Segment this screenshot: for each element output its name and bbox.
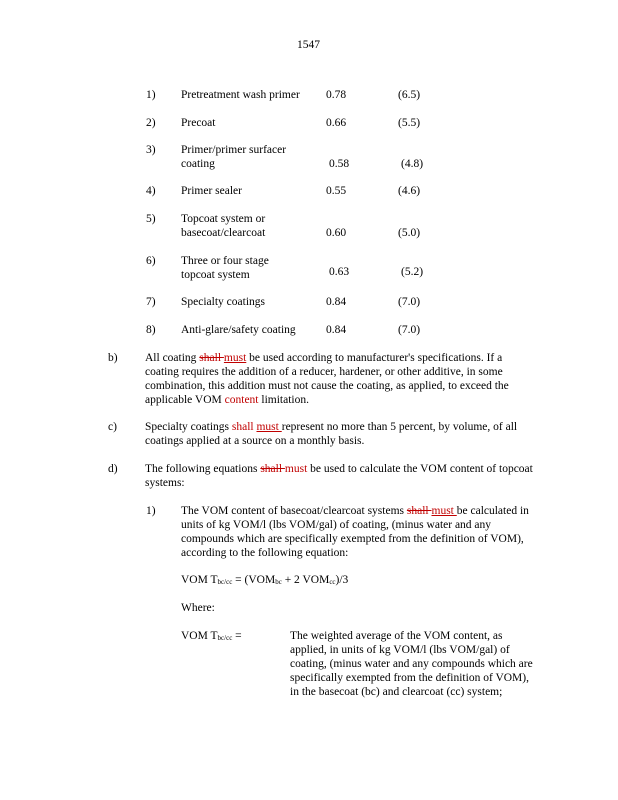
definition-text: The weighted average of the VOM content, as applied, in units of kg VOM/l (lbs VOM/gal) of coating, (minus water and any compounds which are specifically exempted from the definition of VOM), in the basecoat (bc) and clearcoat (cc) system; [290, 630, 533, 698]
row-number: 5) [146, 213, 156, 225]
deleted-text: shall [199, 352, 224, 364]
lbs-value: (5.5) [398, 117, 421, 129]
lbs-value: (5.2) [401, 266, 424, 278]
kg-value: 0.58 [329, 158, 350, 170]
coating-label: Three or four stage [181, 255, 269, 267]
para-d1-label: 1) [146, 505, 156, 517]
coating-label-line2: basecoat/clearcoat [181, 227, 266, 239]
lbs-value: (7.0) [398, 324, 421, 336]
kg-value: 0.84 [326, 324, 347, 336]
para-c-text: Specialty coatings shall must represent no more than 5 percent, by volume, of all coatings applied at a source on a monthly basis. [145, 421, 518, 447]
row-number: 4) [146, 185, 156, 197]
kg-value: 0.63 [329, 266, 350, 278]
inserted-text: must [284, 463, 308, 475]
equation: VOM $T_{bc/cc} = (VOM_{bc} + 2$ $VOM_{cc})/3$ [181, 574, 349, 586]
coating-label: Primer/primer surfacer [181, 144, 287, 156]
row-number: 7) [146, 296, 156, 308]
kg-value: 0.66 [326, 117, 347, 129]
row-number: 1) [146, 89, 156, 101]
coating-label-line2: coating [181, 158, 215, 170]
inserted-text: must [431, 505, 457, 517]
para-d-text: The following equations shall must be used to calculate the VOM content of topcoat systems: [145, 463, 533, 489]
lbs-value: (6.5) [398, 89, 421, 101]
page-number: 1547 [297, 39, 320, 51]
lbs-value: (7.0) [398, 296, 421, 308]
para-d1-text: The VOM content of basecoat/clearcoat systems shall must be calculated in units of kg VOM/l (lbs VOM/gal) of coating, (minus water and any compounds which are specifically exempted from the definition of VOM), according to the following equation: [181, 505, 529, 559]
coating-label-line2: topcoat system [181, 269, 250, 281]
kg-value: 0.55 [326, 185, 347, 197]
where-label: Where: [181, 602, 215, 614]
coating-label: Primer sealer [181, 185, 242, 197]
coating-label: Specialty coatings [181, 296, 265, 308]
lbs-value: (5.0) [398, 227, 421, 239]
inserted-text: must [223, 352, 247, 364]
row-number: 8) [146, 324, 156, 336]
kg-value: 0.60 [326, 227, 347, 239]
para-b-text: All coating shall must be used according to manufacturer's specifications. If a coating requires the addition of a reducer, hardener, or other additive, in some combination, this addition must not cause the coating, as applied, to exceed the applicable VOM content limitation. [145, 352, 509, 406]
row-number: 3) [146, 144, 156, 156]
kg-value: 0.84 [326, 296, 347, 308]
coating-label: Topcoat system or [181, 213, 266, 225]
kg-value: 0.78 [326, 89, 347, 101]
deleted-text: shall [260, 463, 285, 475]
inserted-text: must [256, 421, 282, 433]
coating-label: Pretreatment wash primer [181, 89, 300, 101]
deleted-text: shall [406, 505, 432, 517]
para-b-label: b) [108, 352, 118, 364]
para-d-label: d) [108, 463, 118, 475]
para-c-label: c) [108, 421, 117, 433]
lbs-value: (4.6) [398, 185, 421, 197]
coating-label: Precoat [181, 117, 216, 129]
definition-term: VOM $T_{bc/cc}$ = [181, 630, 242, 642]
lbs-value: (4.8) [401, 158, 424, 170]
row-number: 6) [146, 255, 156, 267]
coating-label: Anti-glare/safety coating [181, 324, 296, 336]
row-number: 2) [146, 117, 156, 129]
